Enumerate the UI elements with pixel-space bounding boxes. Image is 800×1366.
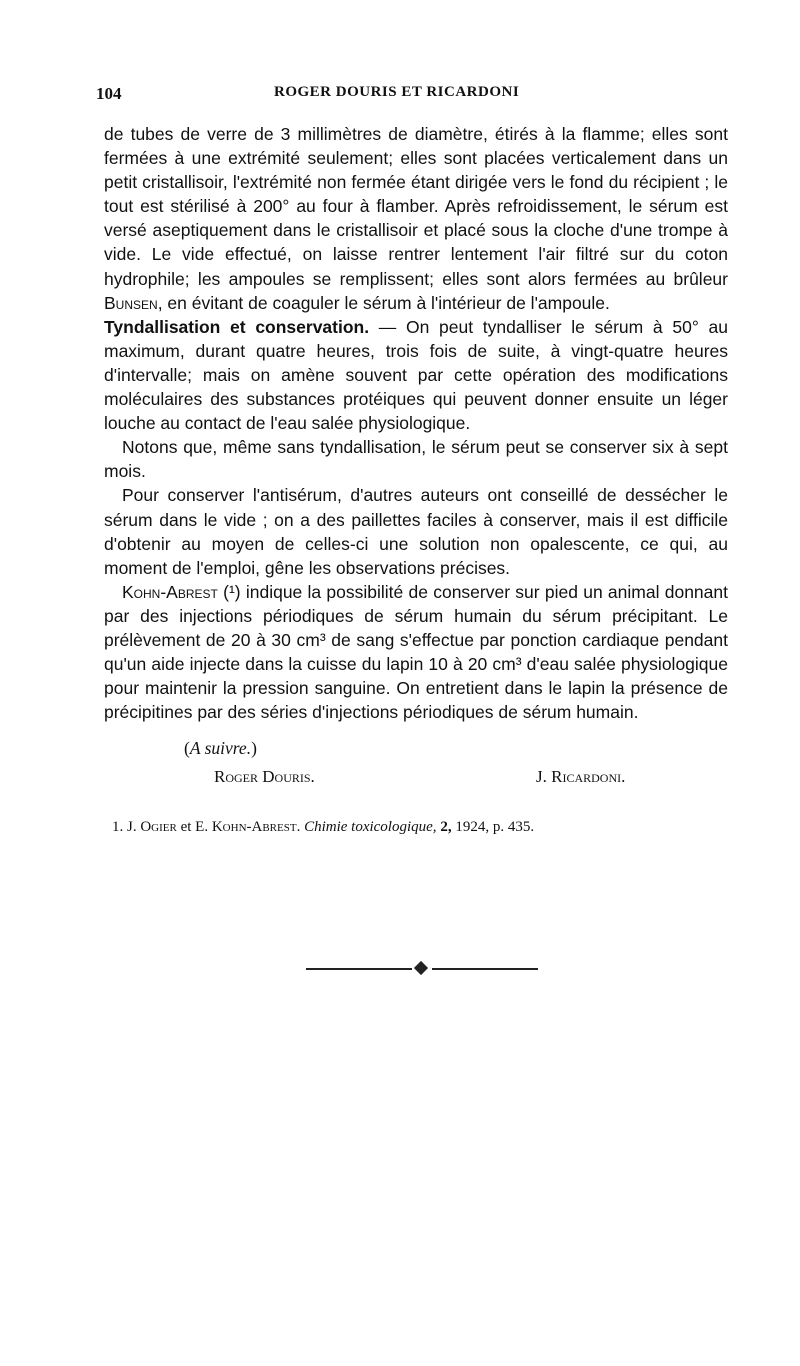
footnote-author-kohn-abrest: Kohn-Abrest.	[211, 819, 301, 836]
footnote-authors-pre: J.	[123, 819, 141, 836]
footnote-number: 1.	[112, 819, 124, 836]
author-douris: Roger Douris.	[214, 767, 315, 787]
footnote-reference: (¹)	[217, 581, 241, 602]
footnote-and: et E.	[176, 819, 212, 836]
footnote-volume: 2,	[436, 819, 452, 836]
continued-close-paren: )	[251, 738, 257, 759]
paragraph-tyndallisation	[104, 315, 728, 435]
author-signatures	[104, 767, 728, 793]
author-ricardoni: J. Ricardoni.	[536, 767, 626, 787]
document-page	[96, 84, 728, 836]
name-bunsen: Bunsen	[104, 292, 158, 313]
paragraph-antiserum-text: Pour conserver l'antisérum, d'autres auteurs ont conseillé de dessécher le sérum dans le vide ; on a des paillettes faciles à conserver, mais il est difficile d'obtenir au moyen de celles-ci une solution non opalescente, ce qui, au moment de l'emploi, gêne les observations précises.	[104, 485, 728, 578]
paragraph-tyndallisation-text: — On peut tyndalliser le sérum à 50° au maximum, durant quatre heures, trois fois de suite, à vingt-quatre heures d'intervalle; mais on amène souvent par cette opération des modifications moléculaires des substances protéiques qui peuvent donner ensuite un léger louche au contact de l'eau salée physiologique.	[104, 316, 728, 434]
continued-open-paren: (	[184, 738, 190, 759]
end-of-article-ornament	[306, 962, 538, 976]
section-heading-tyndallisation: Tyndallisation et conservation.	[104, 316, 370, 337]
paragraph-kohn-abrest	[104, 580, 728, 725]
paragraph-notons	[104, 435, 728, 483]
paragraph-ampoules-end: , en évitant de coaguler le sérum à l'intérieur de l'ampoule.	[157, 292, 610, 313]
continued-text: A suivre.	[189, 738, 252, 759]
footnote-journal: Chimie toxicologique,	[300, 819, 437, 836]
ornament-rule-left	[306, 968, 412, 970]
running-title: ROGER DOURIS ET RICARDONI	[274, 84, 520, 100]
to-be-continued	[184, 738, 728, 759]
name-kohn-abrest: Kohn-Abrest	[122, 581, 218, 602]
paragraph-kohn-abrest-text: indique la possibilité de conserver sur pied un animal donnant par des injections périodiques de sérum humain du sérum précipitant. Le prélèvement de 20 à 30 cm³ de sang s'effectue par ponction cardiaque pendant qu'un aide injecte dans la cuisse du lapin 10 à 20 cm³ d'eau salée physiologique pour maintenir la pression sanguine. On entretient dans le lapin la présence de précipitines par des séries d'injections périodiques de sérum humain.	[104, 581, 728, 723]
footnote-year-page: 1924, p. 435.	[451, 819, 535, 836]
paragraph-ampoules	[104, 122, 728, 315]
paragraph-notons-text: Notons que, même sans tyndallisation, le sérum peut se conserver six à sept mois.	[104, 437, 728, 482]
footnote-author-ogier: Ogier	[140, 819, 177, 836]
body-text	[104, 122, 728, 724]
paragraph-antiserum	[104, 483, 728, 579]
page-number: 104	[96, 84, 122, 103]
ornament-rule-right	[432, 968, 538, 970]
diamond-icon	[414, 961, 428, 975]
paragraph-ampoules-text: de tubes de verre de 3 millimètres de diamètre, étirés à la flamme; elles sont fermées à une extrémité seulement; elles sont placées verticalement dans un petit cristallisoir, l'extrémité non fermée étant dirigée vers le fond du récipient ; le tout est stérilisé à 200° au four à flamber. Après refroidissement, le sérum est versé aseptiquement dans le cristallisoir et placé sous la cloche d'une trompe à vide. Le vide effectué, on laisse rentrer lentement l'air filtré sur du coton hydrophile; les ampoules se remplissent; elles sont alors fermées au brûleur	[104, 124, 728, 289]
running-header	[96, 84, 728, 114]
footnote	[112, 819, 728, 836]
